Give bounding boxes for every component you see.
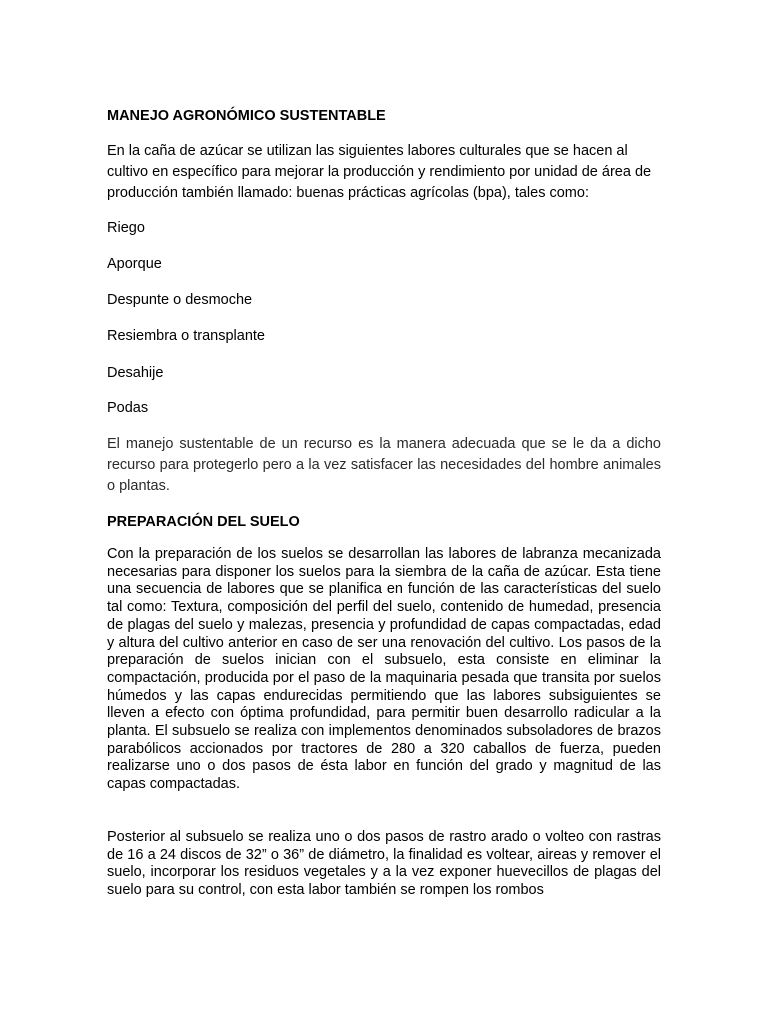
list-item-aporque: Aporque (107, 256, 162, 272)
list-item-despunte: Despunte o desmoche (107, 292, 253, 308)
list-item-riego: Riego (107, 220, 145, 236)
list-item-desahije: Desahije (107, 365, 164, 381)
sustainable-paragraph: El manejo sustentable de un recurso es la manera adecuada que se le da a dicho recurso para protegerlo pero a la vez satisfacer las necesidades del hombre animales o plantas. (107, 436, 661, 494)
intro-paragraph: En la caña de azúcar se utilizan las siguientes labores culturales que se hacen al cultivo en específico para mejorar la producción y rendimiento por unidad de área de producción también llamado: buenas prácticas agrícolas (bpa), tales como: (107, 143, 652, 201)
heading-preparacion-suelo: PREPARACIÓN DEL SUELO (107, 514, 300, 530)
preparation-paragraph: Con la preparación de los suelos se desarrollan las labores de labranza mecanizada necesarias para disponer los suelos para la siembra de la caña de azúcar. Esta tiene una secuencia de labores que se planifica en función de las características del suelo tal como: Textura, composición del perfil del suelo, contenido de humedad, presencia de plagas del suelo y malezas, presencia y profundidad de capas compactadas, edad y altura del cultivo anterior en caso de ser una renovación del cultivo. Los pasos de la preparación de suelos inician con el subsuelo, esta consiste en eliminar la compactación, producida por el paso de la maquinaria pesada que transita por suelos húmedos y las capas endurecidas permitiendo que las labores subsiguientes se lleven a efecto con óptima profundidad, para permitir buen desarrollo radicular a la planta. El subsuelo se realiza con implementos denominados subsoladores de brazos parabólicos accionados por tractores de 280 a 320 caballos de fuerza, pueden realizarse uno o dos pasos de ésta labor en función del grado y magnitud de las capas compactadas. (107, 546, 661, 793)
heading-manejo-agronomico: MANEJO AGRONÓMICO SUSTENTABLE (107, 108, 386, 124)
list-item-resiembra: Resiembra o transplante (107, 328, 265, 344)
list-item-podas: Podas (107, 400, 149, 416)
posterior-paragraph: Posterior al subsuelo se realiza uno o dos pasos de rastro arado o volteo con rastras de 16 a 24 discos de 32” o 36” de diámetro, la finalidad es voltear, aireas y remover el suelo, incorporar los residuos vegetales y a la vez exponer huevecillos de plagas del suelo para su control, con esta labor también se rompen los rombos (107, 829, 661, 899)
